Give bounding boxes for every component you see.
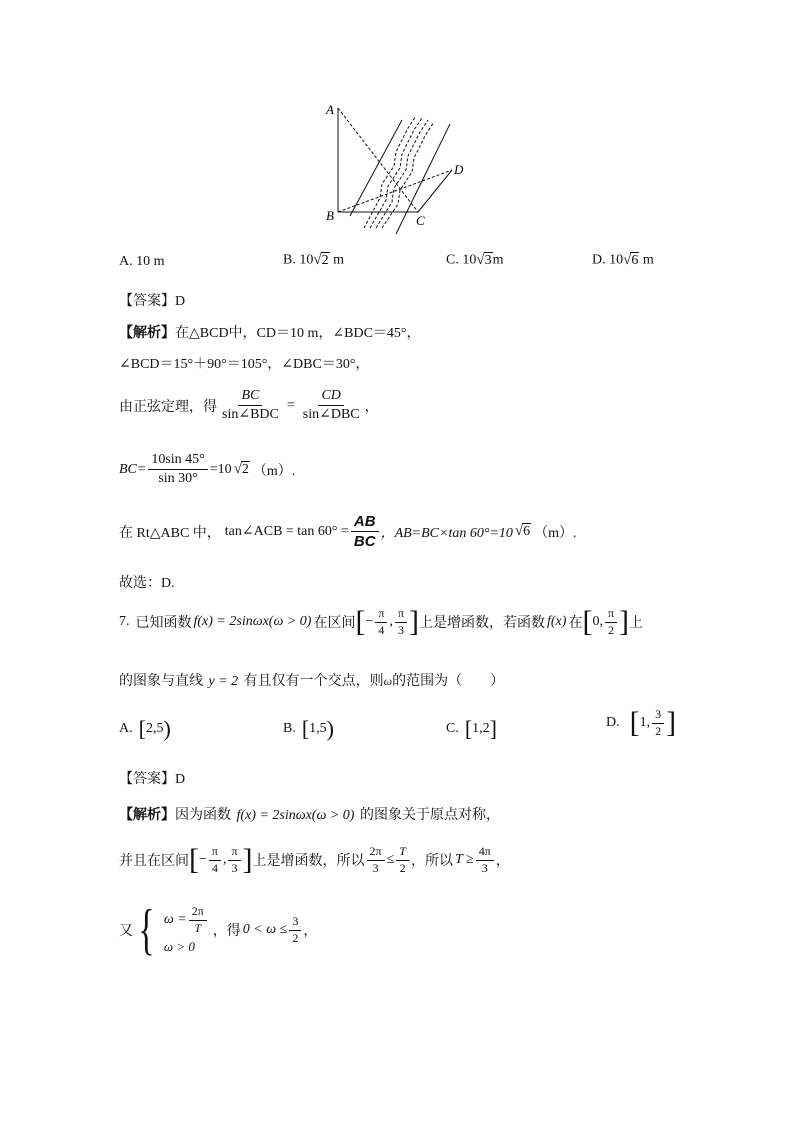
option-text: 10 m [136, 254, 165, 269]
denominator: sin∠DBC [302, 407, 360, 423]
fraction-2pi-over-3 [367, 845, 385, 876]
denominator: T [194, 920, 202, 935]
analysis-text: 由正弦定理，得 [119, 399, 217, 415]
option-letter: C. [446, 721, 459, 736]
analysis-text: 又 [119, 924, 133, 939]
numerator: π [375, 607, 387, 623]
fraction-pi-over-3 [228, 845, 240, 876]
question-text: 的图象与直线 [119, 674, 203, 689]
q7-option-a [119, 718, 171, 740]
numerator: BC [238, 388, 262, 406]
q6-conclusion: 故选：D. [119, 576, 175, 591]
punctuation: ， [364, 399, 379, 415]
numerator: T [396, 845, 409, 861]
numerator: 3 [289, 915, 301, 931]
right-bracket: ] [242, 843, 253, 877]
right-paren: ) [163, 716, 171, 741]
right-paren: ) [326, 716, 334, 741]
river-curve-1 [364, 116, 416, 228]
numerator: π [605, 607, 617, 623]
right-bracket: ] [666, 706, 677, 740]
interval-values: 1, [639, 715, 651, 731]
geometry-figure [320, 98, 480, 238]
q6-analysis-line1 [119, 322, 421, 342]
interval-values: 2,5 [145, 721, 164, 736]
fraction-pi-over-4 [209, 845, 221, 876]
right-bracket: ] [619, 605, 629, 639]
q7-stem-line2 [119, 670, 504, 690]
analysis-text: 上是增函数，所以 [252, 854, 365, 870]
omega-symbol: ω [383, 674, 393, 688]
interval-values: 1,5 [309, 721, 327, 736]
line-equation: y = 2 [208, 674, 239, 689]
denominator: 2 [399, 860, 406, 875]
denominator: 3 [231, 860, 238, 875]
dashed-AC [338, 108, 418, 212]
analysis-text: ，所以 [410, 854, 453, 870]
inequality: T ≥ [454, 852, 474, 868]
fraction-ab-over-bc [351, 513, 379, 551]
numerator: CD [318, 388, 343, 406]
denominator: 3 [397, 622, 404, 637]
question-text: 在区间 [313, 616, 356, 632]
sqrt-sign: √2 [233, 461, 249, 478]
system-row-1 [164, 905, 209, 936]
analysis-tag: 【解析】 [119, 808, 175, 823]
fraction-pi-over-3 [395, 607, 407, 638]
q7-analysis-line1 [119, 804, 500, 824]
equals-sign: = [286, 397, 295, 413]
denominator: 2 [607, 622, 614, 637]
label-A: A [326, 102, 334, 117]
numerator: 2π [367, 845, 385, 861]
label-C: C [416, 213, 425, 228]
fraction-bc-over-sin-bdc [219, 388, 282, 423]
numerator: 2π [189, 905, 207, 921]
question-text: 上 [629, 616, 643, 632]
analysis-text: ， [495, 854, 510, 870]
numerator: π [209, 845, 221, 861]
numerator: AB [351, 513, 379, 532]
analysis-text: =10 [209, 461, 232, 477]
denominator: 4 [211, 860, 218, 875]
option-coef: 10 [299, 252, 314, 268]
q7-option-c [446, 718, 497, 740]
denominator: BC [353, 533, 376, 551]
segment-CD [418, 170, 452, 212]
left-brace: { [138, 899, 155, 961]
option-unit: m [333, 252, 344, 268]
q6-analysis-line5 [119, 513, 577, 551]
denominator: sin∠BDC [222, 407, 279, 423]
analysis-text: 的图象关于原点对称， [359, 808, 500, 823]
numerator: 4π [476, 845, 494, 861]
analysis-text: 在△BCD中，CD＝10 m，∠BDC＝45°， [175, 326, 421, 341]
fraction-pi-over-2 [605, 607, 617, 638]
fraction-pi-over-4 [375, 607, 387, 638]
q7-option-b [283, 718, 334, 740]
analysis-text: ，得 [212, 924, 241, 939]
analysis-text: BC= [119, 461, 147, 477]
fraction-t-over-2 [396, 845, 409, 876]
denominator: 3 [481, 860, 488, 875]
option-letter: B. [283, 252, 296, 268]
q7-analysis-line3 [119, 899, 318, 961]
q7-answer: 【答案】D [119, 772, 186, 787]
label-B: B [326, 208, 334, 223]
question-text: 有且仅有一个交点，则 [243, 674, 384, 689]
numerator: π [228, 845, 240, 861]
radicand: 2 [241, 462, 249, 478]
option-letter: C. [446, 252, 459, 268]
sqrt-sign: √6 [514, 523, 531, 540]
interval-start: 0, [592, 614, 603, 630]
q6-analysis-line3 [119, 388, 379, 423]
denominator: 4 [378, 622, 385, 637]
q6-option-d [592, 252, 654, 269]
right-bracket: ] [409, 605, 419, 639]
system-row-2: ω > 0 [163, 939, 195, 955]
equation-system [133, 899, 209, 961]
option-coef: 10 [609, 252, 624, 268]
inequality: 0 < ω ≤ [242, 922, 288, 937]
denominator: 3 [372, 860, 379, 875]
option-unit: m [492, 252, 504, 268]
function-expression: f(x) [547, 614, 567, 630]
interval-values: 1,2 [472, 721, 490, 736]
analysis-text: ，AB=BC×tan 60°=10 [380, 525, 513, 541]
analysis-tag: 【解析】 [119, 326, 175, 341]
radicand: 2 [321, 253, 329, 268]
numerator: 10sin 45° [148, 452, 207, 470]
radicand: 3 [484, 253, 492, 268]
question-text: 的范围为（ ） [392, 674, 505, 689]
sqrt-sign: √2 [313, 252, 329, 268]
option-letter: D. [592, 252, 606, 268]
q6-option-a [119, 254, 165, 270]
left-bracket: [ [301, 716, 310, 741]
left-bracket: [ [629, 706, 640, 740]
question-text: 上是增函数，若函数 [419, 616, 545, 632]
analysis-text: 在 Rt△ABC 中， [119, 525, 221, 541]
q6-option-c [446, 252, 503, 269]
question-text: 在 [568, 616, 583, 632]
q7-stem-line1: 7. 已知函数 f(x) = 2sinωx(ω > 0) 在区间 [ − $\frac{\pi}{4}$ , $\frac{\pi}{3}$ ] 上是增函数，若函数 f(x) 在 [ 0, $\frac{\pi}{2}$ ] 上 [119, 605, 643, 639]
option-letter: D. [606, 715, 620, 731]
fraction-2pi-over-t [189, 905, 207, 936]
option-letter: A. [119, 254, 133, 269]
equation-lhs: ω = [163, 912, 187, 927]
option-letter: B. [283, 721, 296, 736]
numerator: 3 [652, 708, 664, 724]
right-bracket: ] [489, 716, 497, 741]
option-letter: A. [119, 721, 133, 736]
minus-sign: − [199, 852, 207, 868]
q6-answer: 【答案】D [119, 294, 186, 309]
question-text: 已知函数 [135, 616, 192, 632]
less-equal-sign: ≤ [386, 852, 395, 868]
denominator: sin 30° [158, 471, 198, 487]
function-expression: f(x) = 2sinωx(ω > 0) [193, 614, 312, 630]
left-bracket: [ [138, 716, 146, 741]
q7-analysis-line2: 并且在区间 [ − $\frac{\pi}{4}$ , $\frac{\pi}{3}$ ] 上是增函数，所以 $\frac{2\pi}{3}$ ≤ $\frac{T}{2}$ ，所以 T ≥ $\frac{4\pi}{3}$ ， [119, 843, 510, 877]
question-number: 7. [119, 614, 130, 630]
radicand: 6 [523, 524, 531, 540]
analysis-text: （m）. [534, 525, 577, 541]
q6-analysis-line2: ∠BCD＝15°＋90°＝105°，∠DBC＝30°， [119, 357, 370, 372]
denominator: 2 [655, 723, 662, 738]
analysis-text: 因为函数 [175, 808, 231, 823]
function-expression: f(x) = 2sinωx(ω > 0) [236, 808, 355, 823]
denominator: 2 [292, 930, 299, 945]
analysis-text: 并且在区间 [119, 854, 189, 870]
left-bracket: [ [582, 605, 593, 639]
left-bracket: [ [189, 843, 199, 877]
sqrt-sign: √3 [476, 252, 492, 268]
q6-option-b [283, 252, 344, 269]
minus-sign: − [365, 614, 374, 630]
option-coef: 10 [462, 252, 477, 268]
radicand: 6 [631, 253, 639, 268]
fraction-3-over-2 [652, 708, 664, 739]
analysis-text: （m）. [252, 463, 296, 479]
sqrt-sign: √6 [623, 252, 639, 268]
fraction-3-over-2 [289, 915, 301, 946]
left-bracket: [ [464, 716, 473, 741]
fraction-cd-over-sin-dbc [300, 388, 363, 423]
label-D: D [454, 162, 464, 177]
analysis-text: tan∠ACB = tan 60° = [224, 524, 349, 540]
analysis-text: ， [303, 924, 318, 939]
option-unit: m [642, 252, 654, 268]
q7-option-d [606, 708, 676, 739]
fraction-10sin45-over-sin30 [148, 452, 207, 487]
numerator: π [395, 607, 407, 623]
left-bracket: [ [355, 605, 366, 639]
fraction-4pi-over-3 [476, 845, 494, 876]
q6-analysis-line4 [119, 452, 295, 487]
